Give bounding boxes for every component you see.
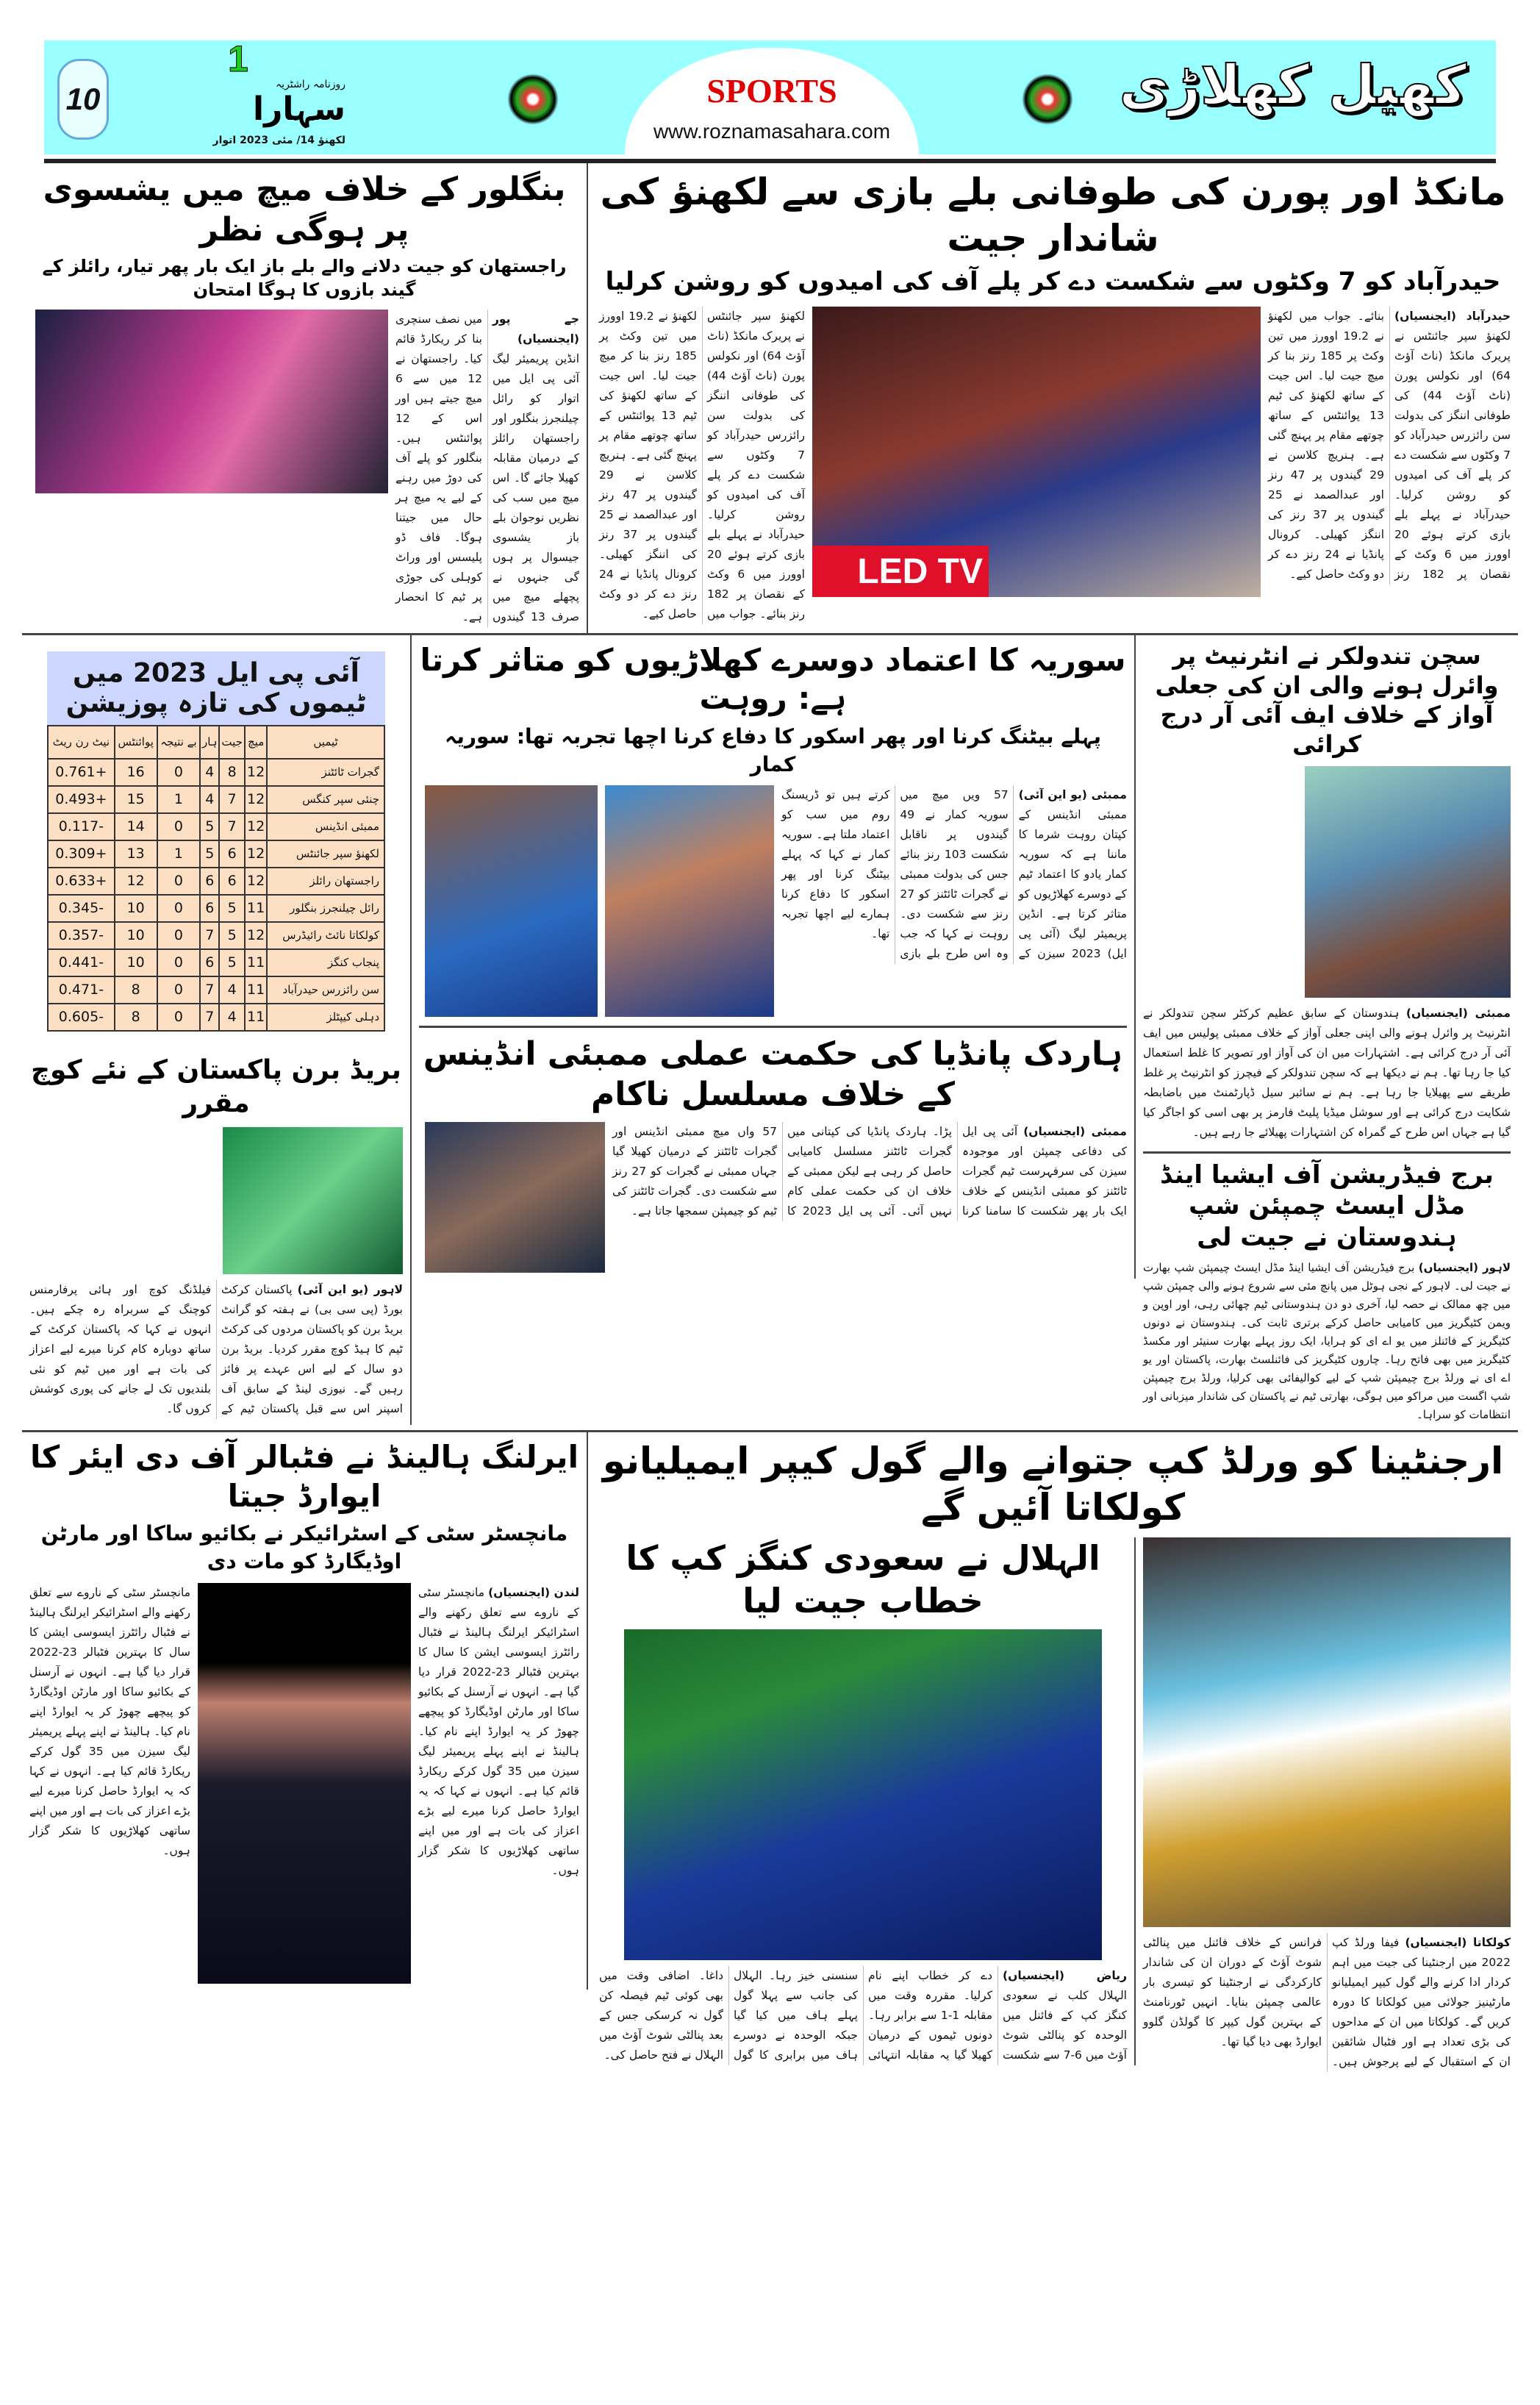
article-text: لکھنؤ سپر جائنٹس نے پریرک مانکڈ (ناٹ آؤٹ 64) اور نکولس پورن (ناٹ آؤٹ 44) کی طوفانی اننگز کی بدولت سن رائزرس حیدرآباد کو 7 وکٹوں سے شکست دے کر پلے آف کی امیدوں کو روشن کرلیا۔ حیدرآباد نے پہلے بلے بازی کرتے ہوئے 20 اوورز میں 6 وکٹ کے نقصان پر 182 رنز بنائے۔ جواب میں لکھنؤ نے 19.2 اوورز میں تین وکٹ پر 185 رنز بنا کر میچ جیت لیا۔ اس جیت کے ساتھ لکھنؤ کی ٹیم 13 پوائنٹس کے ساتھ چوتھے مقام پر پہنچ گئی ہے۔ ہنریچ کلاسن نے 29 گیندوں پر 47 رنز اور عبدالصمد نے 25 گیندوں پر 37 رنز کی اننگز کھیلی۔ کرونال پانڈیا نے 24 رنز دے کر دو وکٹ حاصل کیے۔ [599, 309, 805, 621]
sports-dome [625, 48, 919, 154]
table-row [48, 1004, 384, 1031]
table-cell: 4 [219, 1004, 245, 1031]
table-cell: 7 [200, 1004, 219, 1031]
table-cell: 6 [219, 840, 245, 868]
table-cell: 6 [200, 949, 219, 976]
table-cell: 11 [245, 976, 267, 1004]
table-cell: 7 [200, 922, 219, 949]
photo-erling-haaland [198, 1583, 411, 1984]
table-row [48, 868, 384, 895]
team-name: گجرات ٹائٹنز [267, 759, 384, 786]
col-no-result: بے نتیجہ [157, 726, 201, 759]
body-emiliano [1143, 1933, 1511, 2072]
table-cell: 0 [157, 976, 201, 1004]
points-table-title: آئی پی ایل 2023 میں ٹیموں کی تازہ پوزیشن [47, 651, 385, 725]
sun-burst-icon [1022, 74, 1073, 125]
dateline: ممبئی (یو این آئی) [1018, 788, 1127, 802]
dateline: کولکاتا (ایجنسیاں) [1405, 1936, 1511, 1950]
story-yashasvi [22, 163, 588, 633]
table-cell: 11 [245, 1004, 267, 1031]
table-cell: 8 [115, 1004, 157, 1031]
dateline: ریاض (ایجنسیاں) [1003, 1969, 1127, 1983]
article-text: مانچسٹر سٹی کے ناروے سے تعلق رکھنے والے اسٹرائیکر ایرلنگ ہالینڈ نے فٹبال رائٹرز ایسوسی ایشن کا سال کا بہترین فٹبالر 23-2022 قرار دیا گیا ہے۔ انہوں نے آرسنل کے بکائیو ساکا اور مارٹن اوڈیگارڈ کو پیچھے چھوڑ کر یہ ایوارڈ اپنے نام کیا۔ ہالینڈ نے اپنے پہلے پریمیئر لیگ سیزن میں 35 گول کرکے ریکارڈ قائم کیا ہے۔ انہوں نے کہا کہ یہ ایوارڈ حاصل کرنا میرے لیے بڑے اعزاز کی بات ہے اور میں اپنے ساتھی کھلاڑیوں کا شکر گزار ہوں۔ [418, 1585, 580, 1877]
table-cell: -0.471 [48, 976, 115, 1004]
team-name: پنجاب کنگز [267, 949, 384, 976]
body-lucknow-left [599, 307, 805, 624]
photo-rohit-sharma [605, 785, 774, 1017]
issue-date: لکھنؤ 14/ مئی 2023 اتوار [212, 135, 345, 146]
table-row [48, 813, 384, 840]
table-cell: -0.345 [48, 895, 115, 922]
column-middle [412, 635, 1136, 1279]
headline-bridge: برج فیڈریشن آف ایشیا اینڈ مڈل ایسٹ چمپئن شپ ہندوستان نے جیت لی [1160, 1159, 1494, 1252]
table-row [48, 976, 384, 1004]
points-table [47, 725, 385, 1032]
table-cell: 6 [219, 868, 245, 895]
table-cell: 5 [219, 949, 245, 976]
body-sachin [1143, 1004, 1511, 1143]
table-cell: 10 [115, 922, 157, 949]
body-alhilal [599, 1966, 1127, 2065]
table-cell: 4 [219, 976, 245, 1004]
table-cell: +0.633 [48, 868, 115, 895]
paper-tagline: روزنامہ راشٹریہ [275, 79, 345, 90]
article-text: فیفا ورلڈ کپ 2022 میں ارجنٹینا کی جیت میں اہم کردار ادا کرنے والے گول کیپر ایمیلیانو مارٹینیز جولائی میں کولکاتا کا دورہ کریں گے۔ کولکاتا میں ان کے مداحوں کی بڑی تعداد ہے اور فٹبال شائقین ان کے استقبال کے لیے پرجوش ہیں۔ فرانس کے خلاف فائنل میں پنالٹی شوٹ آؤٹ کے دوران ان کی شاندار کارکردگی نے ارجنٹینا کو تیسری بار عالمی چمپئن بنایا۔ انہیں ٹورنامنٹ کے بہترین گول کیپر کا گولڈن گلوو ایوارڈ بھی دیا گیا تھا۔ [1143, 1936, 1511, 2069]
table-cell: 11 [245, 949, 267, 976]
dateline: جے پور (ایجنسیاں) [493, 312, 579, 346]
headline-yashasvi: بنگلور کے خلاف میچ میں یشسوی پر ہوگی نظر [43, 171, 566, 249]
table-cell: 6 [200, 868, 219, 895]
team-name: دہلی کیپٹلز [267, 1004, 384, 1031]
dateline: ممبئی (ایجنسیاں) [1405, 1006, 1511, 1020]
photo-lucknow-batters [812, 307, 1261, 597]
body-bridge [1143, 1259, 1511, 1424]
col-matches: میچ [245, 726, 267, 759]
headline-lucknow: مانکڈ اور پورن کی طوفانی بلے بازی سے لکھنؤ کی شاندار جیت [600, 171, 1506, 260]
body-lucknow-right [1268, 307, 1511, 585]
table-row [48, 759, 384, 786]
table-cell: 1 [157, 786, 201, 813]
dateline: لاہور (یو این آئی) [297, 1282, 403, 1296]
body-haaland-left [29, 1583, 190, 1861]
photo-suryakumar [425, 785, 598, 1017]
page-number: 10 [57, 59, 109, 140]
headline-sachin: سچن تندولکر نے انٹرنیٹ پر وائرل ہونے والی ان کی جعلی آواز کے خلاف ایف آئی آر درج کرائی [1155, 641, 1499, 758]
table-cell: 7 [200, 976, 219, 1004]
photo-alhilal-celebration [624, 1629, 1102, 1960]
article-text: برج فیڈریشن آف ایشیا اینڈ مڈل ایسٹ چیمپئن شپ بھارت نے جیت لی۔ لاہور کے نجی ہوٹل میں پانچ مئی سے شروع ہونے والی چمپئن شپ میں چھ ممالک نے حصہ لیا، آخری دو دن ہندوستانی ٹیم چھائی رہی، اور اوپن و ویمن کٹیگریز میں کامیابی حاصل کرکے برتری ثابت کی۔ ہندوستان نے دونوں کٹیگریز کے فائنلز میں یو اے ای کو ہرایا، ایک روز پہلے بھارت سنیئر اور مکسڈ کٹیگریز میں بھی فاتح رہا۔ چاروں کٹیگریز کی فائنلسٹ بھارت، پاکستان اور یو اے ای نے ورلڈ برج چیمپئن شپ کے لیے کوالیفائی بھی کرلیا، ورلڈ برج چیمپئن شپ اگست میں مراکو میں ہوگی، بھارتی ٹیم نے پاکستان کی شاندار میزبانی اور انتظامات کو سراہا۔ [1143, 1261, 1511, 1422]
story-lucknow [588, 163, 1518, 630]
photo-hardik-pandya [425, 1122, 605, 1273]
subhead-surya: پہلے بیٹنگ کرنا اور پھر اسکور کا دفاع کرنا اچھا تجربہ تھا: سوریہ کمار [444, 723, 1102, 776]
middle-section [22, 635, 1518, 1433]
team-name: سن رائزرس حیدرآباد [267, 976, 384, 1004]
table-cell: 0 [157, 1004, 201, 1031]
table-cell: -0.441 [48, 949, 115, 976]
dateline: حیدرآباد (ایجنسیاں) [1394, 309, 1511, 323]
table-cell: 0 [157, 813, 201, 840]
table-cell: 8 [115, 976, 157, 1004]
col-nrr: نیٹ رن ریٹ [48, 726, 115, 759]
table-cell: 1 [157, 840, 201, 868]
column-right [1136, 635, 1518, 1431]
col-lost: ہار [200, 726, 219, 759]
table-row [48, 895, 384, 922]
photo-emiliano-martinez [1143, 1537, 1511, 1927]
table-cell: +0.309 [48, 840, 115, 868]
table-cell: 12 [245, 813, 267, 840]
table-row [48, 922, 384, 949]
photo-rajasthan-players [35, 310, 388, 493]
anniversary-emblem: 1 [228, 38, 248, 79]
headline-bradburn: بریڈ برن پاکستان کے نئے کوچ مقرر [31, 1054, 401, 1118]
body-bradburn [29, 1280, 403, 1419]
photo-sachin-tendulkar [1305, 766, 1511, 998]
team-name: چنئی سپر کنگس [267, 786, 384, 813]
table-cell: 5 [200, 813, 219, 840]
body-surya [781, 785, 1127, 964]
story-alhilal [599, 1537, 1136, 2065]
article-text: ہندوستان کے سابق عظیم کرکٹر سچن تندولکر نے انٹرنیٹ پر وائرل ہونے والی اپنی جعلی آواز کے خلاف ممبئی پولیس میں ایف آئی آر درج کرائی ہے۔ اشتہارات میں ان کی آواز اور تصویر کا غلط استعمال کیا جا رہا تھا۔ ہم نے دیکھا ہے کہ سچن تندولکر کے فیچرز کو انٹرنیٹ پر غلط طریقے سے پھیلایا جا رہا ہے۔ ہم نے سائبر سیل ڈپارٹمنٹ میں باضابطہ شکایت درج کرائی ہے اور سوشل میڈیا پلیٹ فارمز پر بھی اسی کو اجاگر کیا گیا ہے جہاں اس طرح کے گمراہ کن اشتہارات پھیلائے جا رہے ہیں۔ [1143, 1006, 1511, 1139]
table-cell: -0.117 [48, 813, 115, 840]
body-haaland-right [418, 1583, 579, 1881]
masthead [44, 40, 1496, 154]
team-name: راجستھان رائلز [267, 868, 384, 895]
table-cell: 0 [157, 895, 201, 922]
table-cell: 12 [245, 922, 267, 949]
headline-surya: سوریہ کا اعتماد دوسرے کھلاڑیوں کو متاثر کرتا ہے: روہت [420, 641, 1126, 717]
team-name: لکھنؤ سپر جائنٹس [267, 840, 384, 868]
headline-haaland: ایرلنگ ہالینڈ نے فٹبالر آف دی ایئر کا ایوارڈ جیتا [30, 1439, 579, 1514]
table-cell: 12 [245, 759, 267, 786]
table-cell: 12 [245, 840, 267, 868]
section-title: کھیل کھلاڑی [1119, 54, 1466, 117]
col-won: جیت [219, 726, 245, 759]
dateline: لاہور (ایجنسیاں) [1418, 1261, 1511, 1275]
table-cell: 5 [200, 840, 219, 868]
table-cell: 7 [219, 786, 245, 813]
body-hardik [612, 1122, 1127, 1221]
table-cell: 15 [115, 786, 157, 813]
team-name: ممبئی انڈینس [267, 813, 384, 840]
article-text: انڈین پریمیئر لیگ آئی پی ایل میں اتوار کو رائل چیلنجرز بنگلور اور راجستھان رائلز کے درمیان مقابلہ کھیلا جائے گا۔ اس میچ میں سب کی نظریں نوجوان بلے باز یشسوی جیسوال پر ہوں گی جنہوں نے پچھلے میچ میں صرف 13 گیندوں میں نصف سنچری بنا کر ریکارڈ قائم کیا۔ راجستھان نے 12 میں سے 6 میچ جیتے ہیں اور اس کے 12 پوائنٹس ہیں۔ بنگلور کو پلے آف کی دوڑ میں رہنے کے لیے یہ میچ ہر حال میں جیتنا ہوگا۔ فاف ڈو پلیسس اور وراٹ کوہلی کی جوڑی پر ٹیم کا انحصار ہے۔ [395, 312, 579, 623]
table-row [48, 786, 384, 813]
article-text: ممبئی انڈینس کے کپتان روہت شرما کا ماننا ہے کہ سوریہ کمار یادو کا اعتماد ٹیم کے دوسرے کھلاڑیوں کو متاثر کرتا ہے۔ انڈین پریمیئر لیگ (آئی پی ایل) 2023 سیزن کے 57 ویں میچ میں سوریہ کمار نے 49 گیندوں پر ناقابل شکست 103 رنز بنائے جس کی بدولت ممبئی نے گجرات ٹائٹنز کو 27 رنز سے شکست دی۔ روہت نے کہا کہ جب وہ اس طرح بلے بازی کرتے ہیں تو ڈریسنگ روم میں سب کو اعتماد ملتا ہے۔ سوریہ کمار نے کہا کہ پہلے بیٹنگ کرنا اور پھر اسکور کا دفاع کرنا ہمارے لیے اچھا تجربہ تھا۔ [781, 788, 1127, 961]
table-cell: 11 [245, 895, 267, 922]
table-cell: 4 [200, 759, 219, 786]
team-name: کولکاتا نائٹ رائیڈرس [267, 922, 384, 949]
sun-burst-icon [507, 74, 559, 125]
headline-emiliano: ارجنٹینا کو ورلڈ کپ جتوانے والے گول کیپر ایمیلیانو کولکاتا آئیں گے [602, 1440, 1504, 1529]
article-text: آئی پی ایل کی دفاعی چمپئن اور موجودہ سیزن کی سرفہرست ٹیم گجرات ٹائٹنز کو ممبئی انڈینس کے خلاف ایک بار پھر شکست کا سامنا کرنا پڑا۔ ہاردک پانڈیا کی کپتانی میں گجرات ٹائٹنز مسلسل کامیابی حاصل کر رہی ہے لیکن ممبئی کے خلاف ان کی حکمت عملی کام نہیں آئی۔ آئی پی ایل 2023 کا 57 واں میچ ممبئی انڈینس اور گجرات ٹائٹنز کے درمیان کھیلا گیا جہاں ممبئی نے گجرات کو 27 رنز سے شکست دی۔ گجرات ٹائٹنز کی ٹیم کو چیمپئن سمجھا جاتا ہے۔ [612, 1125, 1127, 1218]
column-left [22, 635, 412, 1425]
led-board: LED TV [812, 546, 989, 597]
paper-logo: سہارا [253, 90, 345, 128]
table-cell: 0 [157, 759, 201, 786]
table-cell: 12 [245, 868, 267, 895]
subhead-haaland: مانچسٹر سٹی کے اسٹرائیکر نے بکائیو ساکا اور مارٹن اوڈیگارڈ کو مات دی [40, 1521, 568, 1574]
table-cell: 12 [245, 786, 267, 813]
table-header-row [48, 726, 384, 759]
table-cell: 4 [200, 786, 219, 813]
subhead-yashasvi: راجستھان کو جیت دلانے والے بلے باز ایک بار پھر تیار، رائلز کے گیند بازوں کا ہوگا امتحان [42, 256, 567, 301]
website-link[interactable]: www.roznamasahara.com [653, 120, 891, 143]
table-cell: +0.761 [48, 759, 115, 786]
col-team: ٹیمیں [267, 726, 384, 759]
bottom-section [22, 1432, 1518, 2078]
table-cell: 0 [157, 922, 201, 949]
table-cell: 14 [115, 813, 157, 840]
table-cell: 5 [219, 922, 245, 949]
headline-hardik: ہاردک پانڈیا کی حکمت عملی ممبئی انڈینس کے خلاف مسلسل ناکام [423, 1035, 1123, 1114]
photo-grant-bradburn [223, 1127, 403, 1274]
table-cell: +0.493 [48, 786, 115, 813]
table-row [48, 949, 384, 976]
table-cell: 12 [115, 868, 157, 895]
story-haaland [22, 1432, 588, 1990]
table-cell: 5 [219, 895, 245, 922]
article-text: لکھنؤ سپر جائنٹس نے پریرک مانکڈ (ناٹ آؤٹ 64) اور نکولس پورن (ناٹ آؤٹ 44) کی طوفانی اننگز کی بدولت سن رائزرس حیدرآباد کو 7 وکٹوں سے شکست دے کر پلے آف کی امیدوں کو روشن کرلیا۔ حیدرآباد نے پہلے بلے بازی کرتے ہوئے 20 اوورز میں 6 وکٹ کے نقصان پر 182 رنز بنائے۔ جواب میں لکھنؤ نے 19.2 اوورز میں تین وکٹ پر 185 رنز بنا کر میچ جیت لیا۔ اس جیت کے ساتھ لکھنؤ کی ٹیم 13 پوائنٹس کے ساتھ چوتھے مقام پر پہنچ گئی ہے۔ ہنریچ کلاسن نے 29 گیندوں پر 47 رنز اور عبدالصمد نے 25 گیندوں پر 37 رنز کی اننگز کھیلی۔ کرونال پانڈیا نے 24 رنز دے کر دو وکٹ حاصل کیے۔ [1268, 309, 1511, 581]
table-row [48, 840, 384, 868]
table-cell: 7 [219, 813, 245, 840]
table-cell: 6 [200, 895, 219, 922]
body-yashasvi-right [395, 310, 579, 627]
table-cell: 16 [115, 759, 157, 786]
col-points: پوائنٹس [115, 726, 157, 759]
top-section [22, 163, 1518, 635]
table-cell: 10 [115, 949, 157, 976]
points-table-block [47, 651, 385, 1032]
story-emiliano [588, 1432, 1518, 2078]
sports-label: SPORTS [706, 72, 837, 110]
table-cell: 13 [115, 840, 157, 868]
article-text: مانچسٹر سٹی کے ناروے سے تعلق رکھنے والے اسٹرائیکر ایرلنگ ہالینڈ نے فٹبال رائٹرز ایسوسی ایشن کا سال کا بہترین فٹبالر 23-2022 قرار دیا گیا ہے۔ انہوں نے آرسنل کے بکائیو ساکا اور مارٹن اوڈیگارڈ کو پیچھے چھوڑ کر یہ ایوارڈ اپنے نام کیا۔ ہالینڈ نے اپنے پہلے پریمیئر لیگ سیزن میں 35 گول کرکے ریکارڈ قائم کیا ہے۔ انہوں نے کہا کہ یہ ایوارڈ حاصل کرنا میرے لیے بڑے اعزاز کی بات ہے اور میں اپنے ساتھی کھلاڑیوں کا شکر گزار ہوں۔ [29, 1585, 190, 1857]
dateline: ممبئی (ایجنسیاں) [1023, 1125, 1127, 1139]
table-cell: 0 [157, 868, 201, 895]
headline-alhilal: الہلال نے سعودی کنگز کپ کا خطاب جیت لیا [626, 1538, 1100, 1620]
dateline: لندن (ایجنسیاں) [488, 1585, 579, 1599]
article-text: الہلال کلب نے سعودی کنگز کپ کے فائنل میں الوحدہ کو پنالٹی شوٹ آؤٹ میں 6-7 سے شکست دے کر خطاب اپنے نام کرلیا۔ مقررہ وقت میں مقابلہ 1-1 سے برابر رہا۔ دونوں ٹیموں کے درمیان کھیلا گیا یہ مقابلہ انتہائی سنسنی خیز رہا۔ الہلال کی جانب سے پہلا گول پہلے ہاف میں کیا گیا جبکہ الوحدہ نے دوسرے ہاف میں برابری کا گول داغا۔ اضافی وقت میں بھی کوئی ٹیم فیصلہ کن گول نہ کرسکی جس کے بعد پنالٹی شوٹ آؤٹ میں الہلال نے فتح حاصل کی۔ [599, 1969, 1127, 2062]
table-cell: 8 [219, 759, 245, 786]
table-cell: 10 [115, 895, 157, 922]
table-cell: -0.605 [48, 1004, 115, 1031]
article-text: پاکستان کرکٹ بورڈ (پی سی بی) نے ہفتہ کو گرانٹ بریڈ برن کو پاکستان مردوں کی کرکٹ ٹیم کا ہیڈ کوچ مقرر کردیا۔ بریڈ برن دو سال کے لیے اس عہدے پر فائز رہیں گے۔ نیوزی لینڈ کے سابق آف اسپنر اس سے قبل پاکستان ٹیم کے فیلڈنگ کوچ اور ہائی پرفارمنس کوچنگ کے سربراہ رہ چکے ہیں۔ انہوں نے کہا کہ پاکستان کرکٹ کے ساتھ دوبارہ کام کرنا میرے لیے اعزاز کی بات ہے اور میں ٹیم کو نئی بلندیوں تک لے جانے کی پوری کوشش کروں گا۔ [29, 1282, 403, 1415]
team-name: رائل چیلنجرز بنگلور [267, 895, 384, 922]
subhead-lucknow: حیدرآباد کو 7 وکٹوں سے شکست دے کر پلے آف کی امیدوں کو روشن کرلیا [605, 267, 1501, 296]
table-cell: -0.357 [48, 922, 115, 949]
table-cell: 0 [157, 949, 201, 976]
